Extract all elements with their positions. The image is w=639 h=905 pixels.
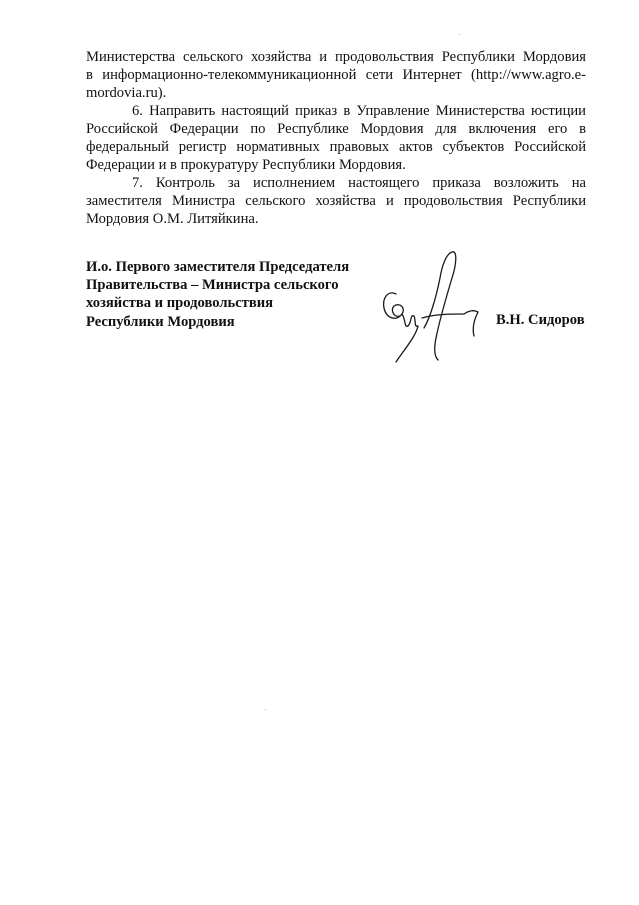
signatory-position — [86, 258, 349, 331]
text-line: заместителя Министра сельского хозяйства и продовольствия Республики — [86, 193, 586, 209]
scan-speck — [459, 34, 460, 35]
text-line: федеральный регистр нормативных правовых актов субъектов Российской — [86, 139, 586, 155]
signatory-name: В.Н. Сидоров — [496, 312, 585, 328]
document-body — [86, 48, 586, 228]
paragraph-item-7 — [86, 174, 586, 228]
text-line: 7. Контроль за исполнением настоящего приказа возложить на — [132, 175, 586, 191]
signatory-position-line: Правительства – Министра сельского — [86, 277, 339, 294]
text-line: Мордовия О.М. Литяйкина. — [86, 211, 259, 227]
signatory-position-line: И.о. Первого заместителя Председателя — [86, 259, 350, 275]
text-line: Министерства сельского хозяйства и продовольствия Республики Мордовия — [86, 49, 586, 65]
text-line: в информационно-телекоммуникационной сети Интернет (http://www.agro.e- — [86, 67, 586, 83]
handwritten-signature — [374, 248, 486, 366]
scan-speck — [265, 709, 266, 710]
text-line: mordovia.ru). — [86, 85, 167, 101]
paragraph-item-6 — [86, 102, 586, 174]
text-line: Федерации и в прокуратуру Республики Мордовия. — [86, 157, 406, 173]
text-line: 6. Направить настоящий приказ в Управление Министерства юстиции — [132, 103, 586, 119]
signatory-position-line: Республики Мордовия — [86, 313, 235, 330]
paragraph-publication — [86, 48, 586, 102]
signatory-position-line: хозяйства и продовольствия — [86, 295, 274, 312]
text-line: Российской Федерации по Республике Мордовия для включения его в — [86, 121, 586, 137]
